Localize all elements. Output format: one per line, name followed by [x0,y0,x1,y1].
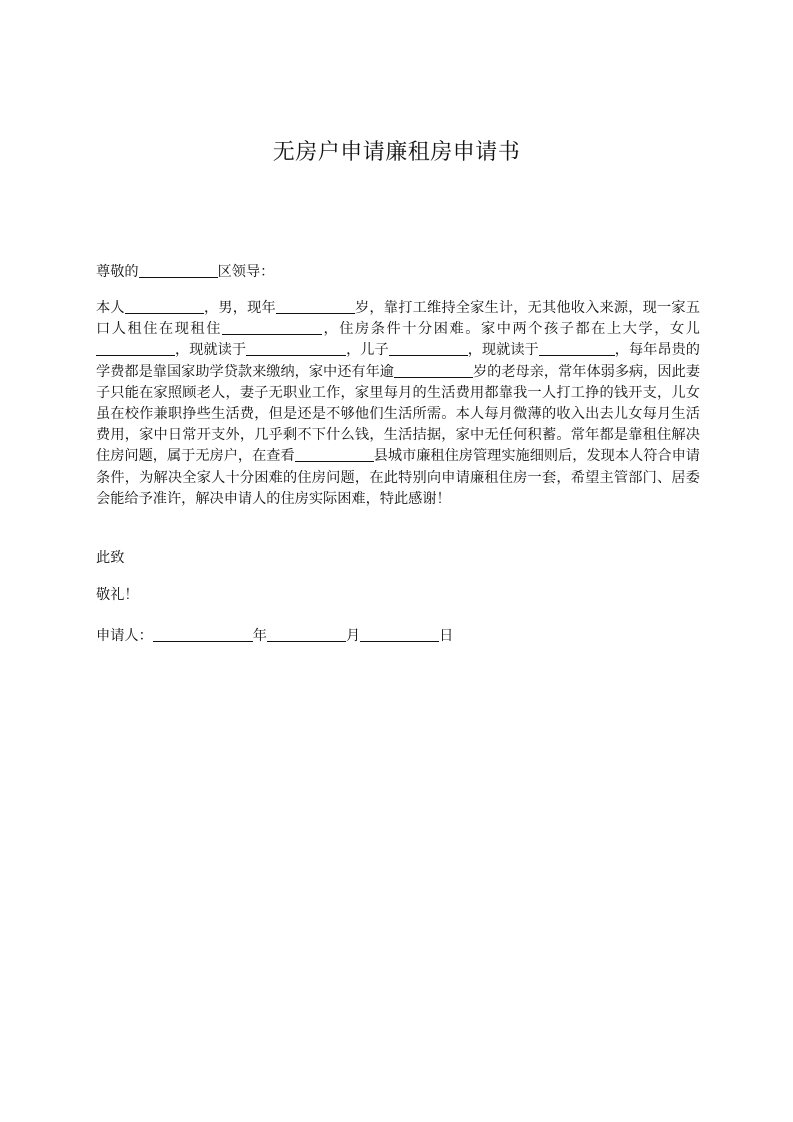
greeting-suffix: 区领导： [217,264,275,280]
month-blank[interactable] [267,626,346,642]
application-paragraph [96,298,700,510]
paragraph-text-5: ，现就读于 [175,342,247,359]
district-blank[interactable] [139,262,218,278]
applicant-label: 申请人： [96,628,153,644]
age-blank[interactable] [276,298,355,314]
closing-regards: 敬礼！ [96,587,139,603]
paragraph-text-2: ，男，现年 [203,300,276,316]
paragraph-text-4: ，住房条件十分困难。家中两个孩子都在上大学，女儿 [322,321,700,338]
daughter-name-blank[interactable] [96,340,175,356]
name-blank[interactable] [125,298,204,314]
paragraph-text-6: ，儿子 [346,342,389,359]
paragraph-text-9: 岁的老母亲，常年体弱多病，因此妻子只能在家照顾老人，妻子无职业工作，家里每月的生活费用都靠我一人打工挣的钱开支，儿女虽在校作兼职挣些生活费，但是还是不够他们生活所需。本人每月微薄的收入出去儿女每月生活费用，家中日常开支外，几乎剩不下什么钱，生活拮据，家中无任何积蓄。常年都是靠租住解决住房问题，属于无房户，在查看 [96,363,700,465]
month-label: 月 [345,628,361,644]
day-blank[interactable] [360,626,439,642]
address-blank[interactable] [222,319,322,335]
applicant-signature-blank[interactable] [153,626,253,642]
paragraph-text-8: ，每年昂贵的学费都是靠国家助学贷款来缴纳，家中还有年逾 [96,342,700,380]
county-blank[interactable] [295,446,374,462]
year-label: 年 [252,628,267,644]
document-title: 无房户申请廉租房申请书 [272,140,521,165]
greeting-line [96,262,700,283]
son-school-blank-part-1[interactable] [539,340,587,356]
mother-age-blank[interactable] [394,362,473,378]
son-name-blank[interactable] [389,340,468,356]
son-school-blank-part-2[interactable] [587,340,615,356]
greeting-prefix: 尊敬的 [96,264,139,280]
paragraph-text-7: ，现就读于 [467,342,539,359]
daughter-school-blank[interactable] [246,340,346,356]
signature-line [96,626,700,647]
paragraph-text-3: 岁，靠打工维持全家生计，无其他收入来源，现一家五口人租住在现租住 [96,300,700,338]
day-label: 日 [439,628,454,644]
paragraph-text-1: 本人 [96,300,125,316]
paragraph-text-10: 县城市廉租住房管理实施细则后，发现本人符合申请条件，为解决全家人十分困难的住房问题，在此特别向申请廉租住房一套，希望主管部门、居委会能给予准许，解决申请人的住房实际困难，特此感谢！ [96,448,700,507]
closing-salutation: 此致 [96,550,125,566]
